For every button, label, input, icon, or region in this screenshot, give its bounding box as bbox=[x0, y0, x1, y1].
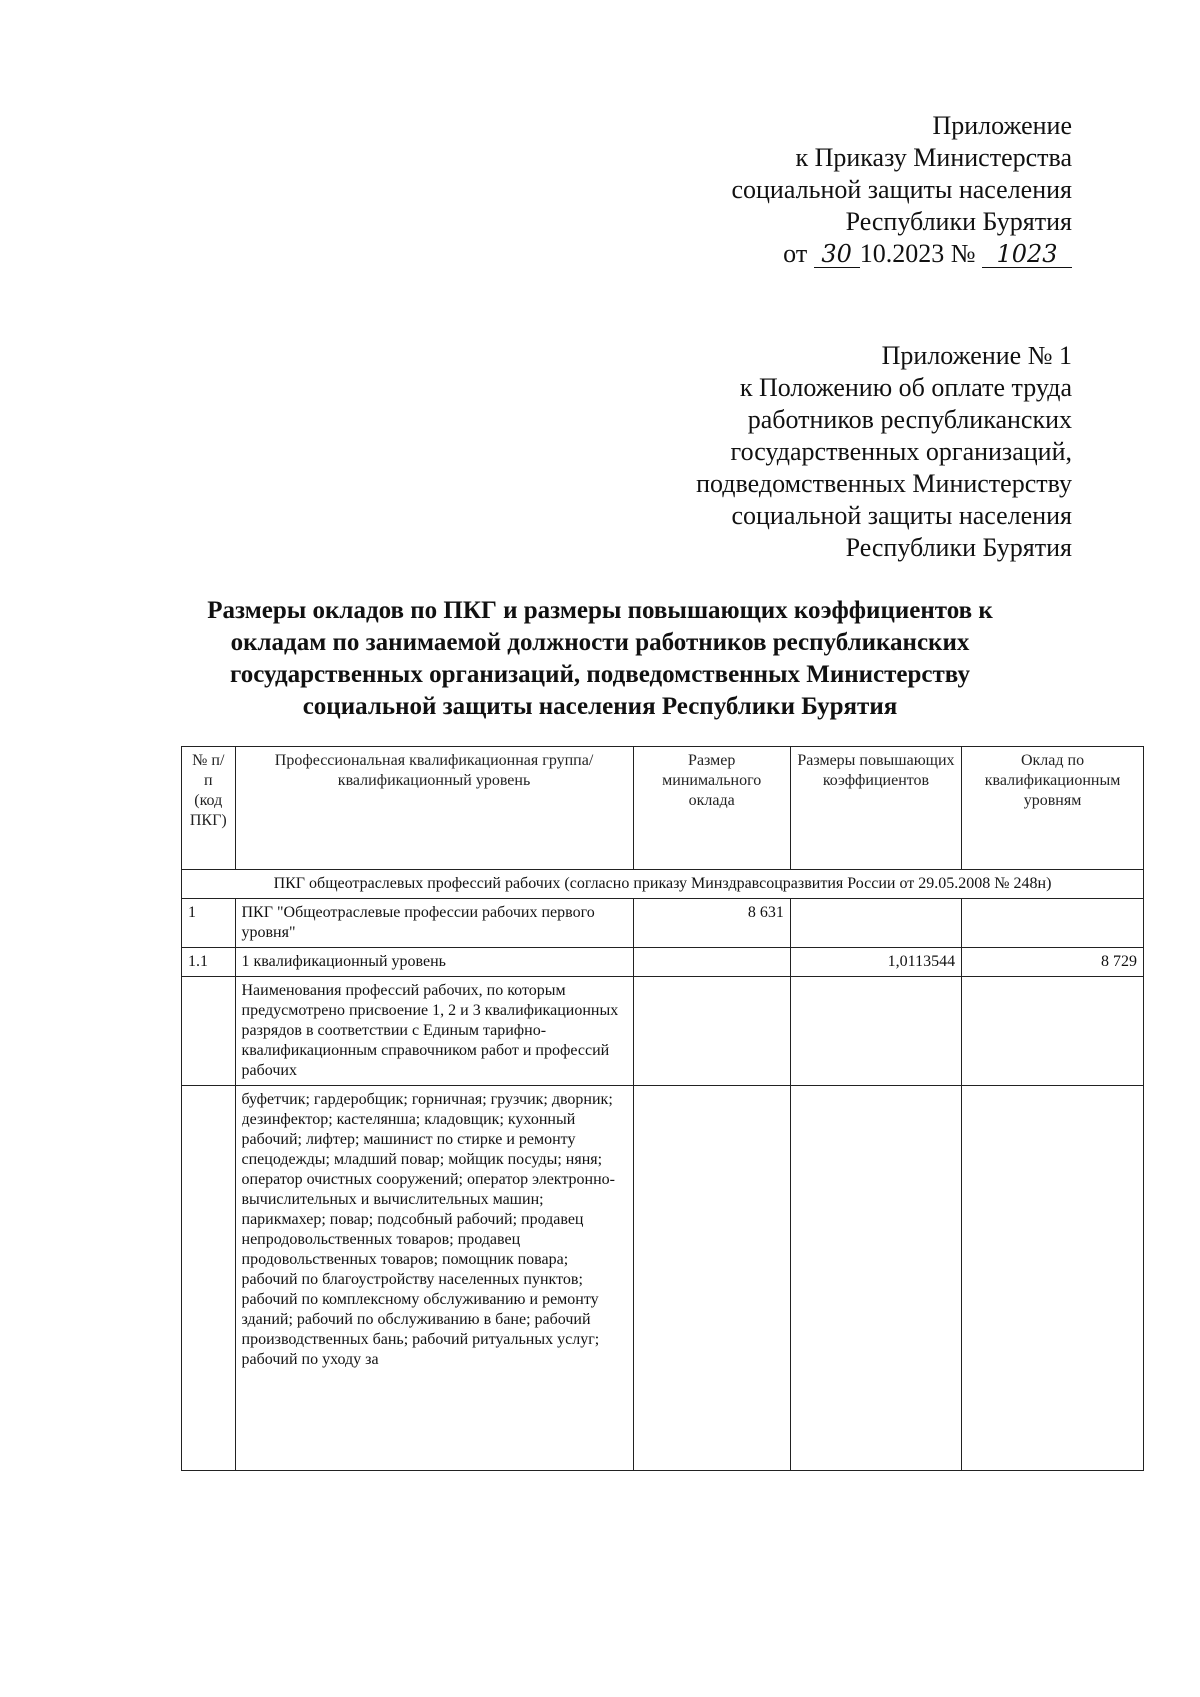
cell-min-salary: 8 631 bbox=[633, 899, 790, 948]
cell-min-salary bbox=[633, 977, 790, 1086]
title-line: государственных организаций, подведомственных Министерству bbox=[230, 661, 970, 688]
header-min-salary: Размер минимального оклада bbox=[633, 747, 790, 870]
appendix-line: подведомственных Министерству bbox=[696, 469, 1072, 498]
handwritten-day: 30 bbox=[814, 241, 860, 268]
table-header-row bbox=[182, 747, 1144, 870]
header-coefficients: Размеры повышающих коэффициентов bbox=[790, 747, 961, 870]
table-row bbox=[182, 1086, 1144, 1471]
salary-table bbox=[181, 746, 1144, 1471]
cell-name: ПКГ "Общеотраслевые профессии рабочих первого уровня" bbox=[235, 899, 633, 948]
appendix-regulation-block bbox=[696, 340, 1072, 564]
appendix-line: работников республиканских bbox=[747, 405, 1072, 434]
cell-number: 1.1 bbox=[182, 948, 236, 977]
section-row bbox=[182, 870, 1144, 899]
header-level-salary: Оклад по квалификационным уровням bbox=[962, 747, 1144, 870]
cell-name: 1 квалификационный уровень bbox=[235, 948, 633, 977]
appendix-line: Приложение bbox=[932, 111, 1072, 140]
cell-min-salary bbox=[633, 948, 790, 977]
title-line: социальной защиты населения Республики Бурятия bbox=[302, 693, 898, 720]
table-row bbox=[182, 899, 1144, 948]
title-line: окладам по занимаемой должности работников республиканских bbox=[230, 629, 970, 656]
table-row bbox=[182, 977, 1144, 1086]
appendix-line: социальной защиты населения bbox=[731, 501, 1072, 530]
appendix-line: государственных организаций, bbox=[730, 437, 1072, 466]
cell-coefficient bbox=[790, 1086, 961, 1471]
title-line: Размеры окладов по ПКГ и размеры повышающих коэффициентов к bbox=[207, 597, 993, 624]
document-title bbox=[150, 595, 1050, 723]
appendix-line: к Положению об оплате труда bbox=[739, 373, 1072, 402]
appendix-line: Республики Бурятия bbox=[845, 207, 1072, 236]
cell-number bbox=[182, 1086, 236, 1471]
section-title: ПКГ общеотраслевых профессий рабочих (согласно приказу Минздравсоцразвития России от 29.05.2008 № 248н) bbox=[182, 870, 1144, 899]
cell-number bbox=[182, 977, 236, 1086]
cell-salary bbox=[962, 977, 1144, 1086]
cell-name: Наименования профессий рабочих, по которым предусмотрено присвоение 1, 2 и 3 квалификационных разрядов в соответствии с Единым тарифно-квалификационным справочником работ и профессий рабочих bbox=[235, 977, 633, 1086]
cell-salary: 8 729 bbox=[962, 948, 1144, 977]
appendix-line: Республики Бурятия bbox=[845, 533, 1072, 562]
header-group: Профессиональная квалификационная группа/квалификационный уровень bbox=[235, 747, 633, 870]
appendix-line: социальной защиты населения bbox=[731, 175, 1072, 204]
appendix-order-block bbox=[731, 110, 1072, 270]
table-row bbox=[182, 948, 1144, 977]
date-rest: 10.2023 № bbox=[859, 239, 976, 268]
cell-coefficient bbox=[790, 977, 961, 1086]
appendix-line: Приложение № 1 bbox=[881, 341, 1072, 370]
date-prefix: от bbox=[783, 239, 808, 268]
header-number: № п/п (код ПКГ) bbox=[182, 747, 236, 870]
cell-name-text: буфетчик; гардеробщик; горничная; грузчик; дворник; дезинфектор; кастелянша; кладовщик; кухонный рабочий; лифтер; машинист по стирке и ремонту спецодежды; младший повар; мойщик посуды; няня; оператор очистных сооружений; оператор электронно-вычислительных и вычислительных машин; парикмахер; повар; подсобный рабочий; продавец непродовольственных товаров; продавец продовольственных товаров; помощник повара; рабочий по благоустройству населенных пунктов; рабочий по комплексному обслуживанию и ремонту зданий; рабочий по обслуживанию в бане; рабочий производственных бань; рабочий ритуальных услуг; рабочий по уходу за bbox=[241, 1091, 615, 1368]
cell-name bbox=[235, 1086, 633, 1471]
cell-coefficient: 1,0113544 bbox=[790, 948, 961, 977]
order-date-line bbox=[731, 238, 1072, 270]
cell-coefficient bbox=[790, 899, 961, 948]
appendix-line: к Приказу Министерства bbox=[795, 143, 1072, 172]
handwritten-order-number: 1023 bbox=[982, 241, 1072, 268]
cell-number: 1 bbox=[182, 899, 236, 948]
cell-salary bbox=[962, 899, 1144, 948]
cell-min-salary bbox=[633, 1086, 790, 1471]
cell-salary bbox=[962, 1086, 1144, 1471]
